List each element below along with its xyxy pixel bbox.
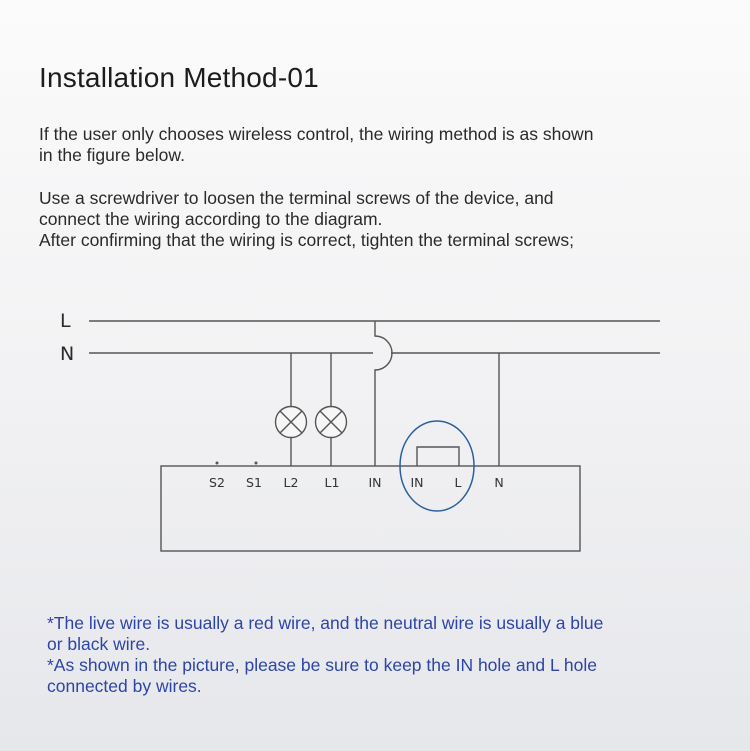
- terminal-l1: L1: [324, 475, 340, 490]
- neutral-label: N: [60, 343, 75, 365]
- note2-line-1: *As shown in the picture, please be sure to keep the IN hole and L hole: [47, 655, 597, 675]
- intro-line-1: If the user only chooses wireless control, the wiring method is as shown: [39, 124, 594, 144]
- terminal-l2: L2: [283, 475, 299, 490]
- live-drop-wire: [375, 321, 392, 466]
- note2-line-2: connected by wires.: [47, 676, 202, 696]
- wire-color-note: [47, 613, 697, 655]
- instruction-line-1: Use a screwdriver to loosen the terminal screws of the device, and: [39, 188, 554, 208]
- instruction-line-2: connect the wiring according to the diagram.: [39, 209, 383, 229]
- lamp-1-icon: [276, 407, 307, 438]
- terminal-in-2: IN: [410, 475, 424, 490]
- page-title: Installation Method-01: [39, 62, 319, 93]
- terminal-n: N: [494, 475, 504, 490]
- instruction-line-3: After confirming that the wiring is correct, tighten the terminal screws;: [39, 230, 574, 250]
- intro-line-2: in the figure below.: [39, 145, 185, 165]
- note1-line-2: or black wire.: [47, 634, 151, 654]
- terminal-in-1: IN: [368, 475, 382, 490]
- terminal-s1: S1: [246, 475, 262, 490]
- live-label: L: [60, 310, 71, 332]
- terminal-s2: S2: [209, 475, 225, 490]
- connection-note: [47, 655, 697, 697]
- note1-line-1: *The live wire is usually a red wire, and the neutral wire is usually a blue: [47, 613, 604, 633]
- in-l-bridge-wire: [417, 447, 459, 466]
- lamp-2-icon: [316, 407, 347, 438]
- terminal-l: L: [454, 475, 462, 490]
